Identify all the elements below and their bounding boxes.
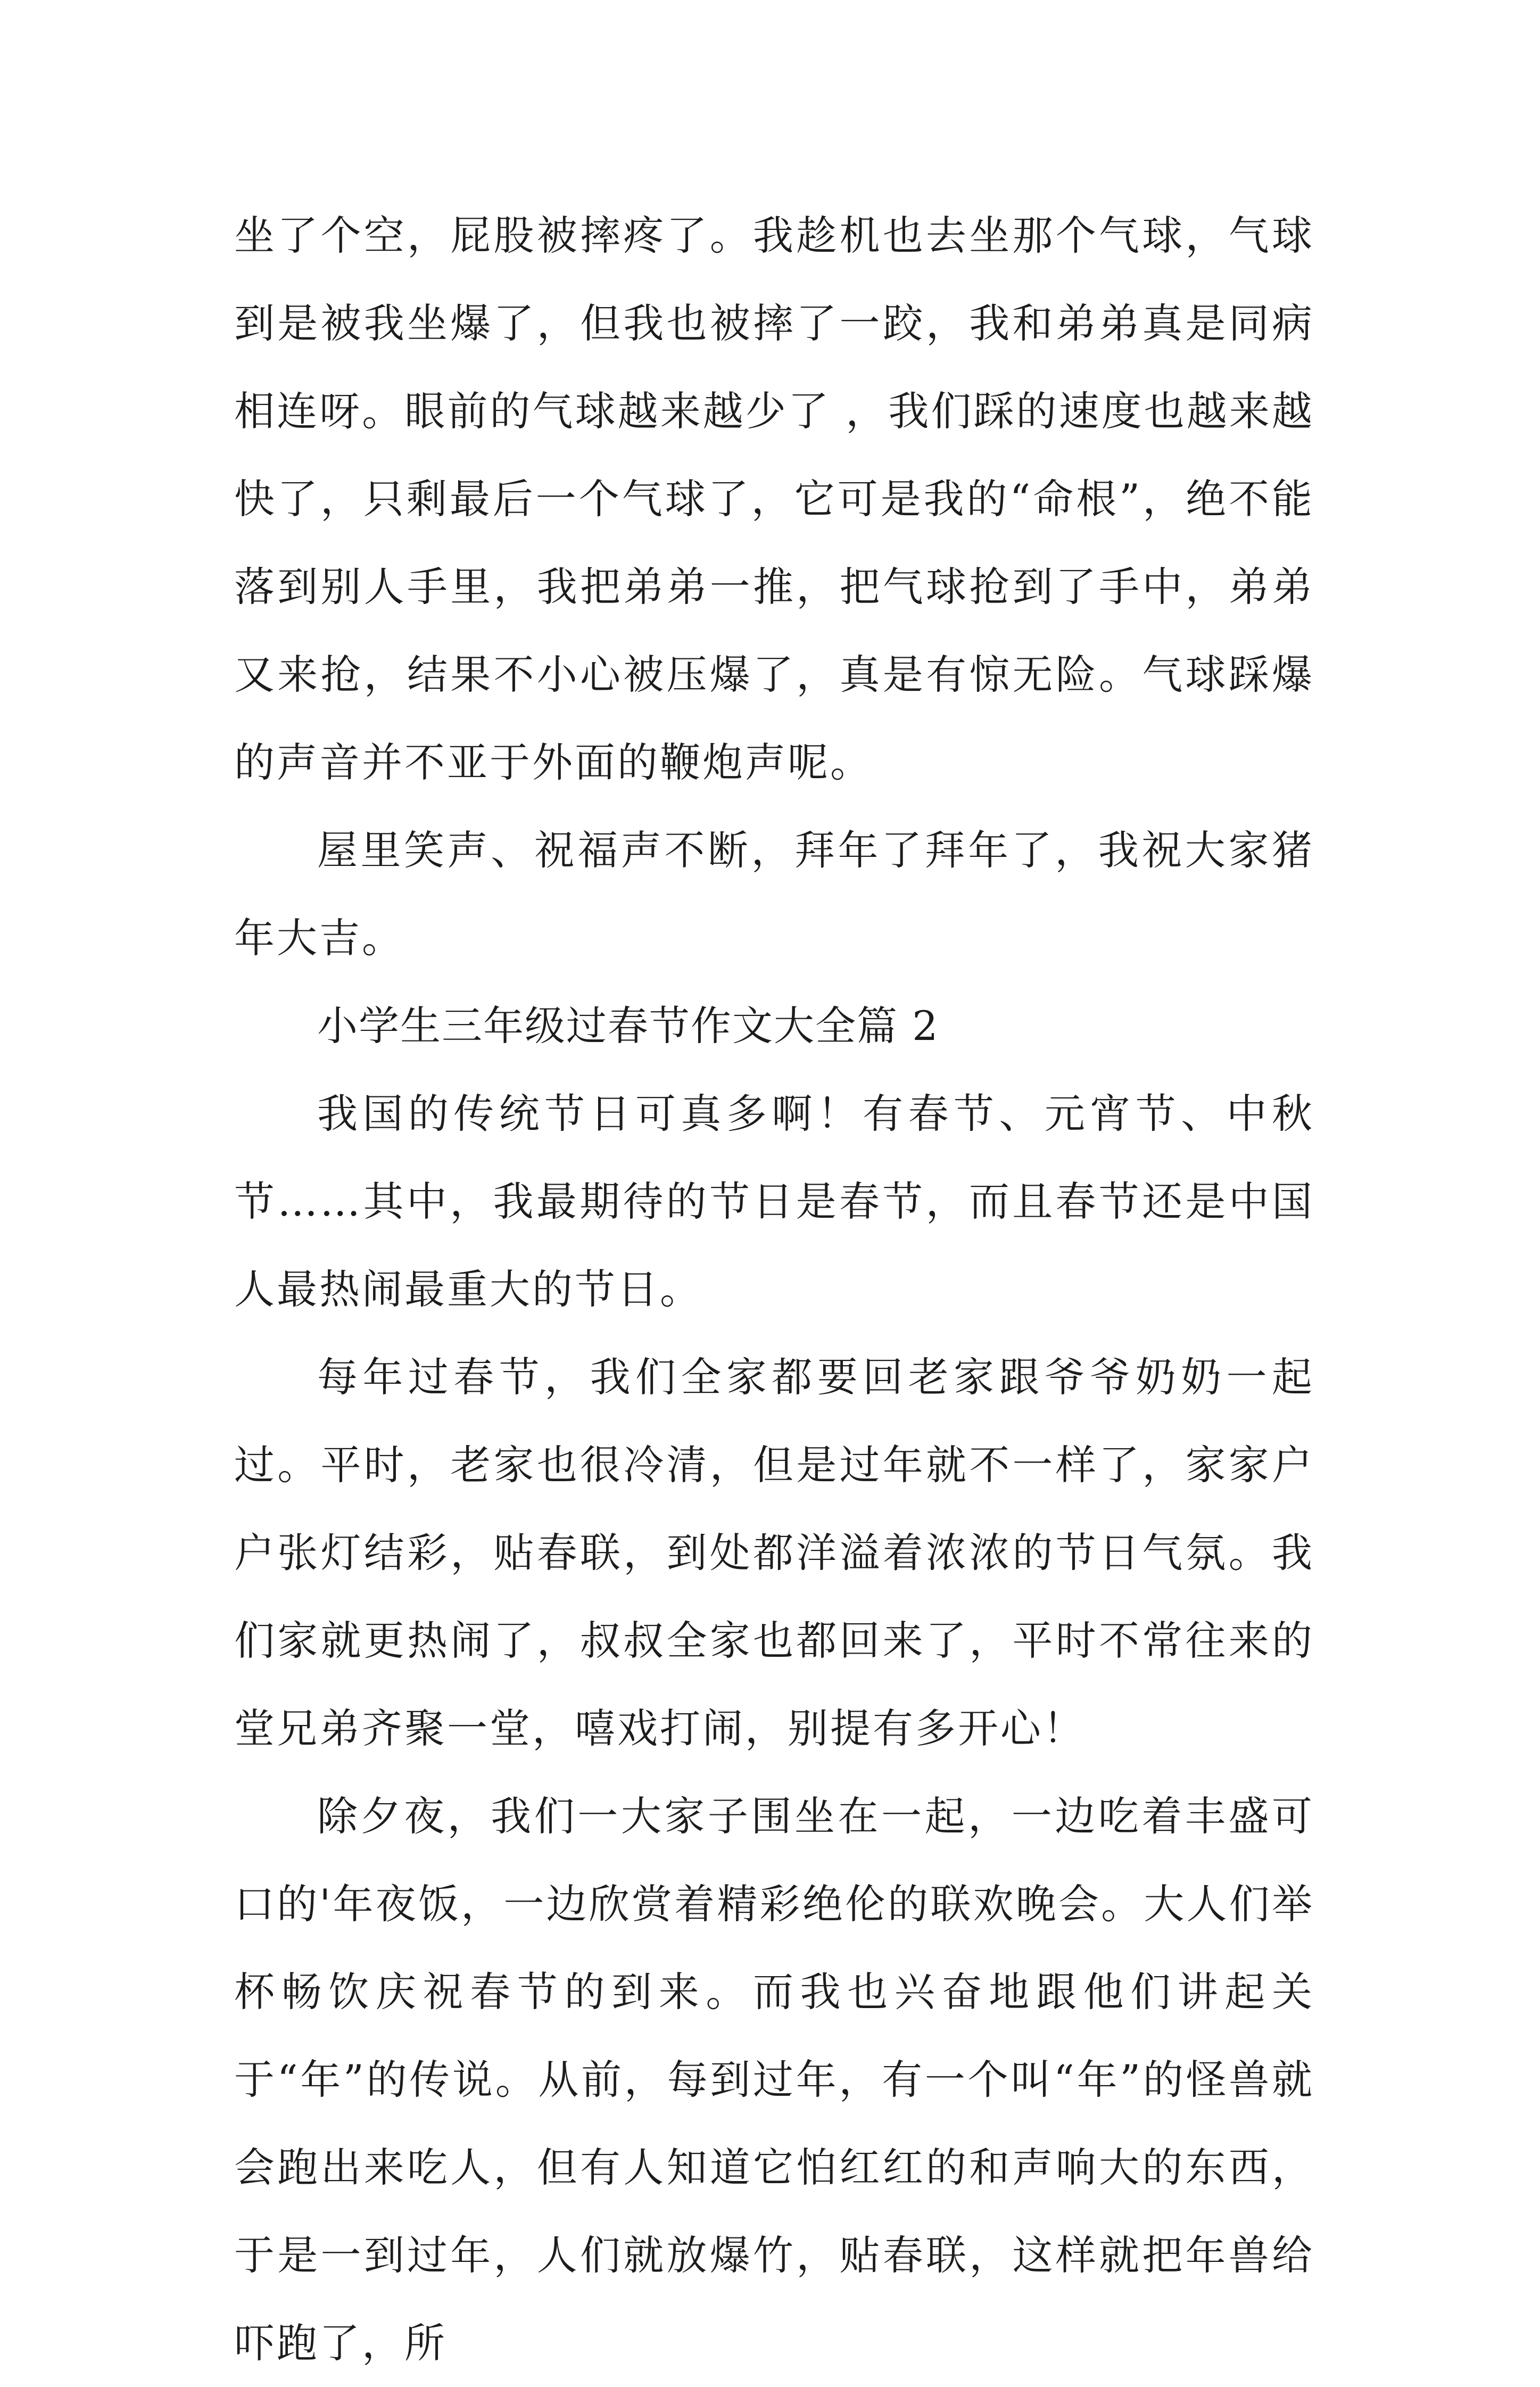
- paragraph-5: 除夕夜，我们一大家子围坐在一起，一边吃着丰盛可口的'年夜饭，一边欣赏着精彩绝伦的联欢晚会。大人们举杯畅饮庆祝春节的到来。而我也兴奋地跟他们讲起关于“年”的传说。从前，每到过年，有一个叫“年”的怪兽就会跑出来吃人，但有人知道它怕红红的和声响大的东西，于是一到过年，人们就放爆竹，贴春联，这样就把年兽给吓跑了，所: [234, 1793, 1314, 2367]
- document-body: [234, 192, 1314, 2387]
- section-heading: 小学生三年级过春节作文大全篇 2: [317, 1002, 939, 1050]
- paragraph-4: 每年过春节，我们全家都要回老家跟爷爷奶奶一起过。平时，老家也很冷清，但是过年就不一样了，家家户户张灯结彩，贴春联，到处都洋溢着浓浓的节日气氛。我们家就更热闹了，叔叔全家也都回来了，平时不常往来的堂兄弟齐聚一堂，嘻戏打闹，别提有多开心！: [234, 1353, 1314, 1752]
- paragraph-3: 我国的传统节日可真多啊！有春节、元宵节、中秋节……其中，我最期待的节日是春节，而且春节还是中国人最热闹最重大的节日。: [234, 1090, 1314, 1313]
- paragraph-2: 屋里笑声、祝福声不断，拜年了拜年了，我祝大家猪年大吉。: [234, 827, 1314, 962]
- paragraph-1: 坐了个空，屁股被摔疼了。我趁机也去坐那个气球，气球到是被我坐爆了，但我也被摔了一跤，我和弟弟真是同病相连呀。眼前的气球越来越少了 ，我们踩的速度也越来越快了，只剩最后一个气球了，它可是我的“命根”，绝不能落到别人手里，我把弟弟一推，把气球抢到了手中，弟弟又来抢，结果不小心被压爆了，真是有惊无险。气球踩爆的声音并不亚于外面的鞭炮声呢。: [234, 212, 1314, 786]
